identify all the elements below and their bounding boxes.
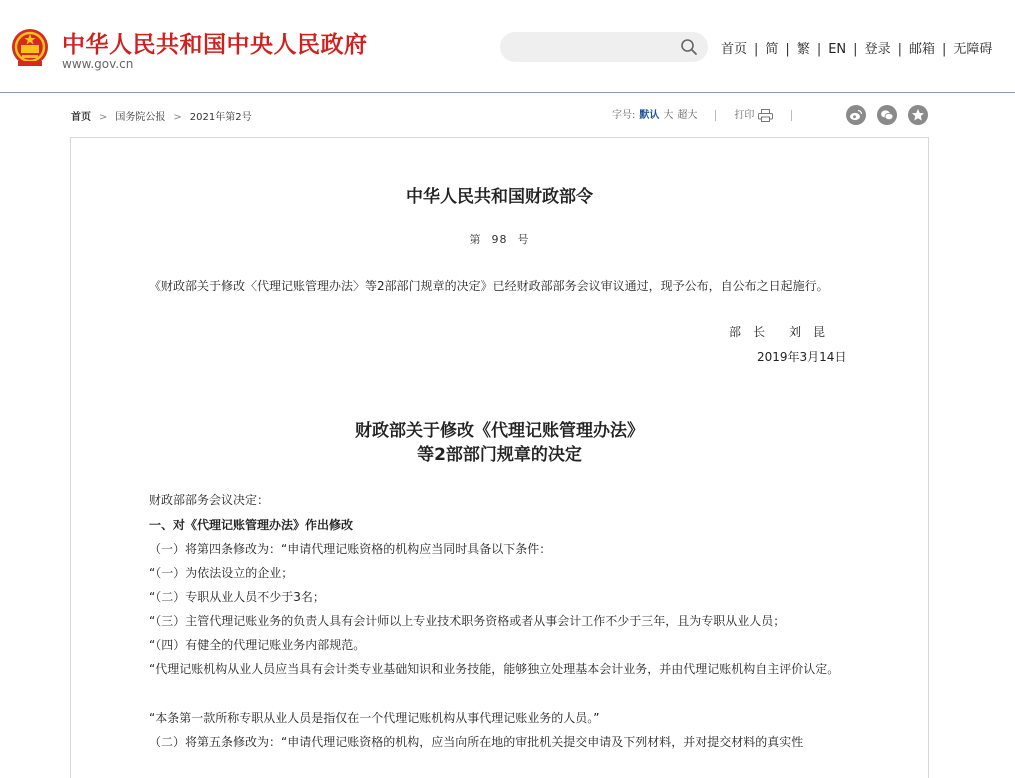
wechat-share-button[interactable] xyxy=(877,105,897,125)
body-line: （一）将第四条修改为：“申请代理记账资格的机构应当同时具备以下条件： xyxy=(149,542,552,556)
signer: 部 长 刘 昆 xyxy=(729,325,826,339)
top-nav xyxy=(721,38,992,57)
body-paragraph: “代理记账机构从业人员应当具有会计类专业基础知识和业务技能，能够独立处理基本会计业务，并由代理记账机构自主评价认定。 xyxy=(149,662,840,676)
nav-separator: | xyxy=(754,42,759,57)
decision-title-line-1: 财政部关于修改《代理记账管理办法》 xyxy=(355,421,644,441)
announcement-paragraph: 《财政部关于修改〈代理记账管理办法〉等2部部门规章的决定》已经财政部部务会议审议通过，现予公布，自公布之日起施行。 xyxy=(149,279,829,293)
order-number xyxy=(71,231,928,247)
nav-english[interactable]: EN xyxy=(828,42,847,57)
weibo-icon xyxy=(849,108,863,122)
favorite-icon xyxy=(911,108,925,122)
breadcrumb-arrow: > xyxy=(99,112,108,123)
nav-separator: | xyxy=(816,42,822,57)
order-number-prefix: 第 xyxy=(469,233,482,246)
font-size-large[interactable]: 大 xyxy=(663,110,674,121)
breadcrumb-gazette[interactable]: 国务院公报 xyxy=(115,112,166,123)
section-heading: 一、对《代理记账管理办法》作出修改 xyxy=(149,518,354,532)
body-line: “本条第一款所称专职从业人员是指仅在一个代理记账机构从事代理记账业务的人员。” xyxy=(149,711,600,725)
order-number-suffix: 号 xyxy=(517,233,530,246)
font-size-xlarge[interactable]: 超大 xyxy=(677,110,698,121)
print-label[interactable]: 打印 xyxy=(734,110,755,121)
search-icon[interactable] xyxy=(680,38,698,56)
nav-separator: | xyxy=(785,42,790,57)
site-title[interactable]: 中华人民共和国中央人民政府 xyxy=(62,32,368,58)
nav-home[interactable]: 首页 xyxy=(721,42,748,57)
tools-divider xyxy=(715,110,716,121)
article-panel xyxy=(70,137,929,778)
decision-title-line-2: 等2部部门规章的决定 xyxy=(417,445,582,465)
decision-title xyxy=(71,419,928,467)
breadcrumb-home[interactable]: 首页 xyxy=(71,112,91,123)
font-size-label: 字号: xyxy=(612,110,636,121)
body-line: “（四）有健全的代理记账业务内部规范。 xyxy=(149,638,366,652)
tools-divider xyxy=(791,110,792,121)
signing-date: 2019年3月14日 xyxy=(757,350,847,364)
body-line: 财政部部务会议决定： xyxy=(149,493,270,507)
print-icon[interactable] xyxy=(758,109,773,122)
favorite-button[interactable] xyxy=(908,105,928,125)
nav-separator: | xyxy=(853,42,858,57)
order-title: 中华人民共和国财政部令 xyxy=(406,187,593,207)
nav-separator: | xyxy=(941,42,947,57)
nav-mail[interactable]: 邮箱 xyxy=(908,42,935,57)
breadcrumb-issue[interactable]: 2021年第2号 xyxy=(189,112,252,123)
body-line: （二）将第五条修改为：“申请代理记账资格的机构，应当向所在地的审批机关提交申请及下列材料，并对提交材料的真实性 xyxy=(149,735,804,749)
body-line: “（一）为依法设立的企业； xyxy=(149,566,294,580)
search-input[interactable] xyxy=(510,32,684,64)
weibo-share-button[interactable] xyxy=(846,105,866,125)
site-header xyxy=(0,0,1015,93)
search-box xyxy=(500,32,708,62)
nav-login[interactable]: 登录 xyxy=(864,42,891,57)
body-line: “（三）主管代理记账业务的负责人具有会计师以上专业技术职务资格或者从事会计工作不少于三年，且为专职从业人员； xyxy=(149,614,786,628)
nav-separator: | xyxy=(897,42,902,57)
nav-accessibility[interactable]: 无障碍 xyxy=(953,42,993,57)
nav-simplified[interactable]: 简 xyxy=(765,42,779,57)
font-size-default[interactable]: 默认 xyxy=(639,110,660,121)
article-tools xyxy=(612,106,810,126)
national-emblem-icon[interactable] xyxy=(10,27,50,69)
site-url: www.gov.cn xyxy=(62,57,134,71)
nav-traditional[interactable]: 繁 xyxy=(796,42,810,57)
order-number-value: 98 xyxy=(491,233,508,246)
body-line: “（二）专职从业人员不少于3名； xyxy=(149,590,325,604)
breadcrumb xyxy=(71,108,252,123)
wechat-icon xyxy=(880,108,894,122)
breadcrumb-arrow: > xyxy=(173,112,182,123)
